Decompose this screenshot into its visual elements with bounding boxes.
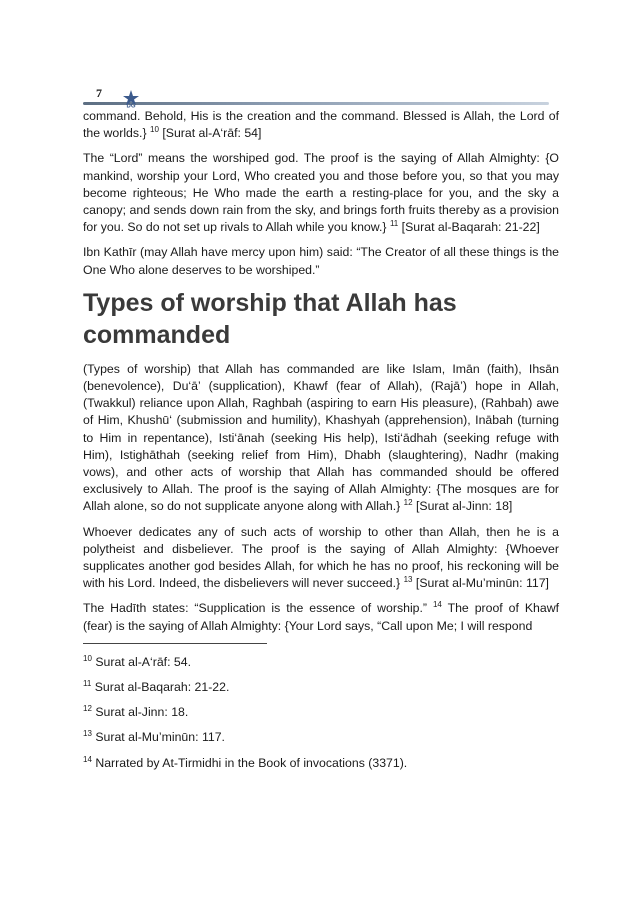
paragraph: Whoever dedicates any of such acts of worship to other than Allah, then he is a polytheist and disbeliever. The proof is the saying of Allah Almighty: {Whoever supplicates another god besides Allah, for which he has no proof, his reckoning will be with his Lord. Indeed, the disbelievers will never succeed.} $^{13}$ [Surat al-Mu’minūn: 117] (83, 524, 559, 591)
footnote-ref[interactable]: 13 (403, 575, 413, 585)
footnote: $^{10}$ Surat al-A‘rāf: 54. (83, 653, 192, 669)
paragraph: Ibn Kathīr (may Allah have mercy upon him) said: “The Creator of all these things is the One Who alone deserves to be worshiped.” (83, 245, 559, 277)
paragraph: The Hadīth states: “Supplication is the essence of worship.” $^{14}$ The proof of Khawf (fear) is the saying of Allah Almighty: {Your Lord says, “Call upon Me; I will respond (83, 600, 559, 633)
publisher-logo-icon (118, 90, 144, 108)
footnote: $^{12}$ Surat al-Jinn: 18. (83, 704, 189, 720)
footnote-ref[interactable]: 14 (432, 600, 442, 610)
footnotes (83, 654, 559, 772)
footnote: $^{13}$ Surat al-Mu’minūn: 117. (83, 729, 225, 745)
page-header (0, 0, 638, 112)
footnote-ref[interactable]: 10 (150, 125, 159, 135)
paragraph: command. Behold, His is the creation and the command. Blessed is Allah, the Lord of the worlds.} $^{10}$ [Surat al-A‘rāf: 54] (83, 109, 559, 141)
footnote-number: 10 (83, 653, 92, 663)
page-body (83, 108, 559, 780)
footnote-number: 13 (83, 729, 92, 739)
paragraph: The “Lord” means the worshiped god. The proof is the saying of Allah Almighty: {O mankind, worship your Lord, Who created you and those before you, so that you may become righteous; He Who made the earth a resting-place for you, and the sky a canopy; and sends down rain from the sky, and brings forth fruits thereby as a provision for you. So do not set up rivals to Allah while you know.} $^{11}$ [Surat al-Baqarah: 21-22] (83, 151, 559, 235)
logo-text: DG (126, 103, 136, 108)
page-number: 7 (96, 86, 102, 100)
footnote-divider (83, 643, 267, 644)
footnote-number: 11 (83, 678, 92, 688)
footnote-number: 12 (83, 704, 92, 714)
section-heading: Types of worship that Allah has commanded (83, 288, 457, 349)
footnote: $^{14}$ Narrated by At-Tirmidhi in the Book of invocations (3371). (83, 754, 408, 770)
header-divider (83, 102, 549, 105)
paragraph: (Types of worship) that Allah has commanded are like Islam, Imān (faith), Ihsān (benevolence), Du‘ā’ (supplication), Khawf (fear of Allah), (Rajā’) hope in Allah, (Twakkul) reliance upon Allah, Raghbah (aspiring to earn His pleasure), (Rahbah) awe of Him, Khushū‘ (submission and humility), Khashyah (apprehension), Inābah (turning to Him in repentance), Isti‘ānah (seeking His help), Isti‘ādhah (seeking refuge with Him), Istighāthah (seeking relief from Him), Dhabh (slaughtering), Nadhr (making vows), and other acts of worship that Allah has commanded should be offered exclusively to Allah. The proof is the saying of Allah Almighty: {The mosques are for Allah alone, so do not supplicate anyone along with Allah.} $^{12}$ [Surat al-Jinn: 18] (83, 361, 559, 514)
footnote-number: 14 (83, 754, 92, 764)
footnote-ref[interactable]: 11 (389, 219, 399, 229)
footnote-ref[interactable]: 12 (403, 498, 413, 508)
footnote: $^{11}$ Surat al-Baqarah: 21-22. (83, 678, 230, 695)
